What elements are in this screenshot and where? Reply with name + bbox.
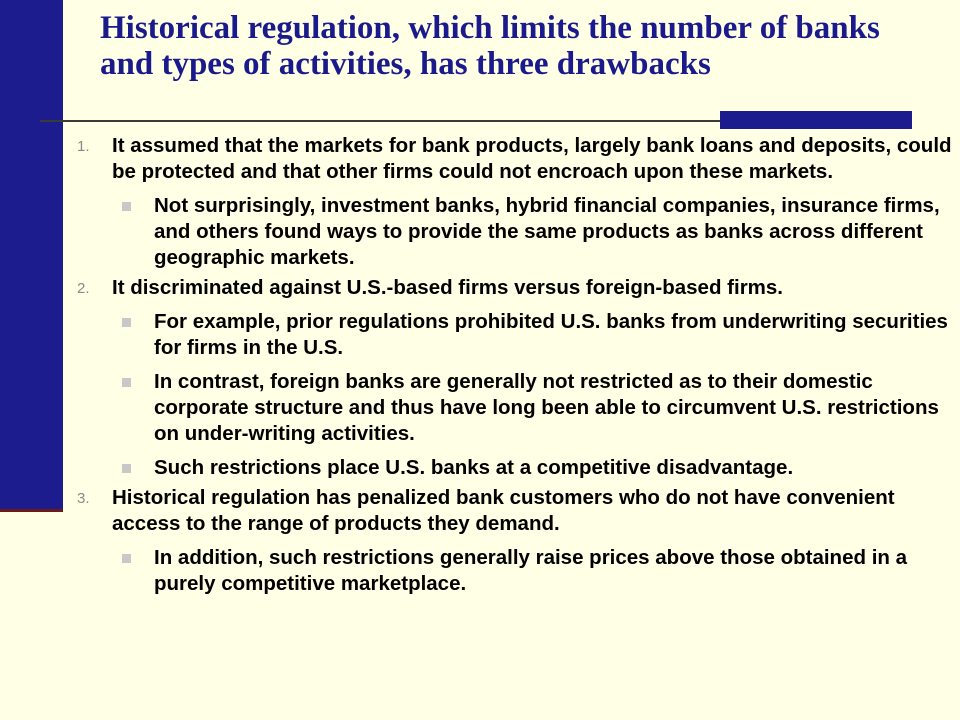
sub-bullet — [72, 369, 954, 447]
sub-bullet — [72, 455, 954, 481]
slide-title: Historical regulation, which limits the number of banks and types of activities, has three drawbacks — [100, 10, 880, 82]
item-number: 2. — [77, 280, 90, 297]
item-text: It assumed that the markets for bank products, largely bank loans and deposits, could be protected and that other firms could not encroach upon these markets. — [112, 134, 952, 183]
numbered-item-3 — [72, 485, 954, 537]
left-accent-bar — [0, 0, 63, 512]
sub-bullet — [72, 309, 954, 361]
square-bullet-icon — [122, 378, 131, 387]
square-bullet-icon — [122, 554, 131, 563]
numbered-item-2 — [72, 275, 954, 301]
sub-bullet — [72, 193, 954, 271]
item-text: Historical regulation has penalized bank customers who do not have convenient access to the range of products they demand. — [112, 486, 895, 535]
sub-bullet-text: In contrast, foreign banks are generally not restricted as to their domestic corporate structure and thus have long been able to circumvent U.S. restrictions on under-writing activities. — [154, 370, 939, 445]
sub-bullet-text: For example, prior regulations prohibited U.S. banks from underwriting securities for firms in the U.S. — [154, 310, 948, 359]
title-accent-block — [720, 111, 912, 129]
numbered-item-1 — [72, 133, 954, 185]
sub-bullet-text: Such restrictions place U.S. banks at a competitive disadvantage. — [154, 456, 794, 479]
item-text: It discriminated against U.S.-based firms versus foreign-based firms. — [112, 276, 783, 299]
sub-bullet — [72, 545, 954, 597]
item-number: 3. — [77, 490, 90, 507]
slide-content — [72, 133, 954, 597]
sub-bullet-text: In addition, such restrictions generally raise prices above those obtained in a purely competitive marketplace. — [154, 546, 908, 595]
sub-bullet-text: Not surprisingly, investment banks, hybrid financial companies, insurance firms, and others found ways to provide the same products as banks across different geographic markets. — [154, 194, 940, 269]
title-underline — [40, 120, 720, 122]
square-bullet-icon — [122, 318, 131, 327]
square-bullet-icon — [122, 464, 131, 473]
square-bullet-icon — [122, 202, 131, 211]
item-number: 1. — [77, 138, 90, 155]
